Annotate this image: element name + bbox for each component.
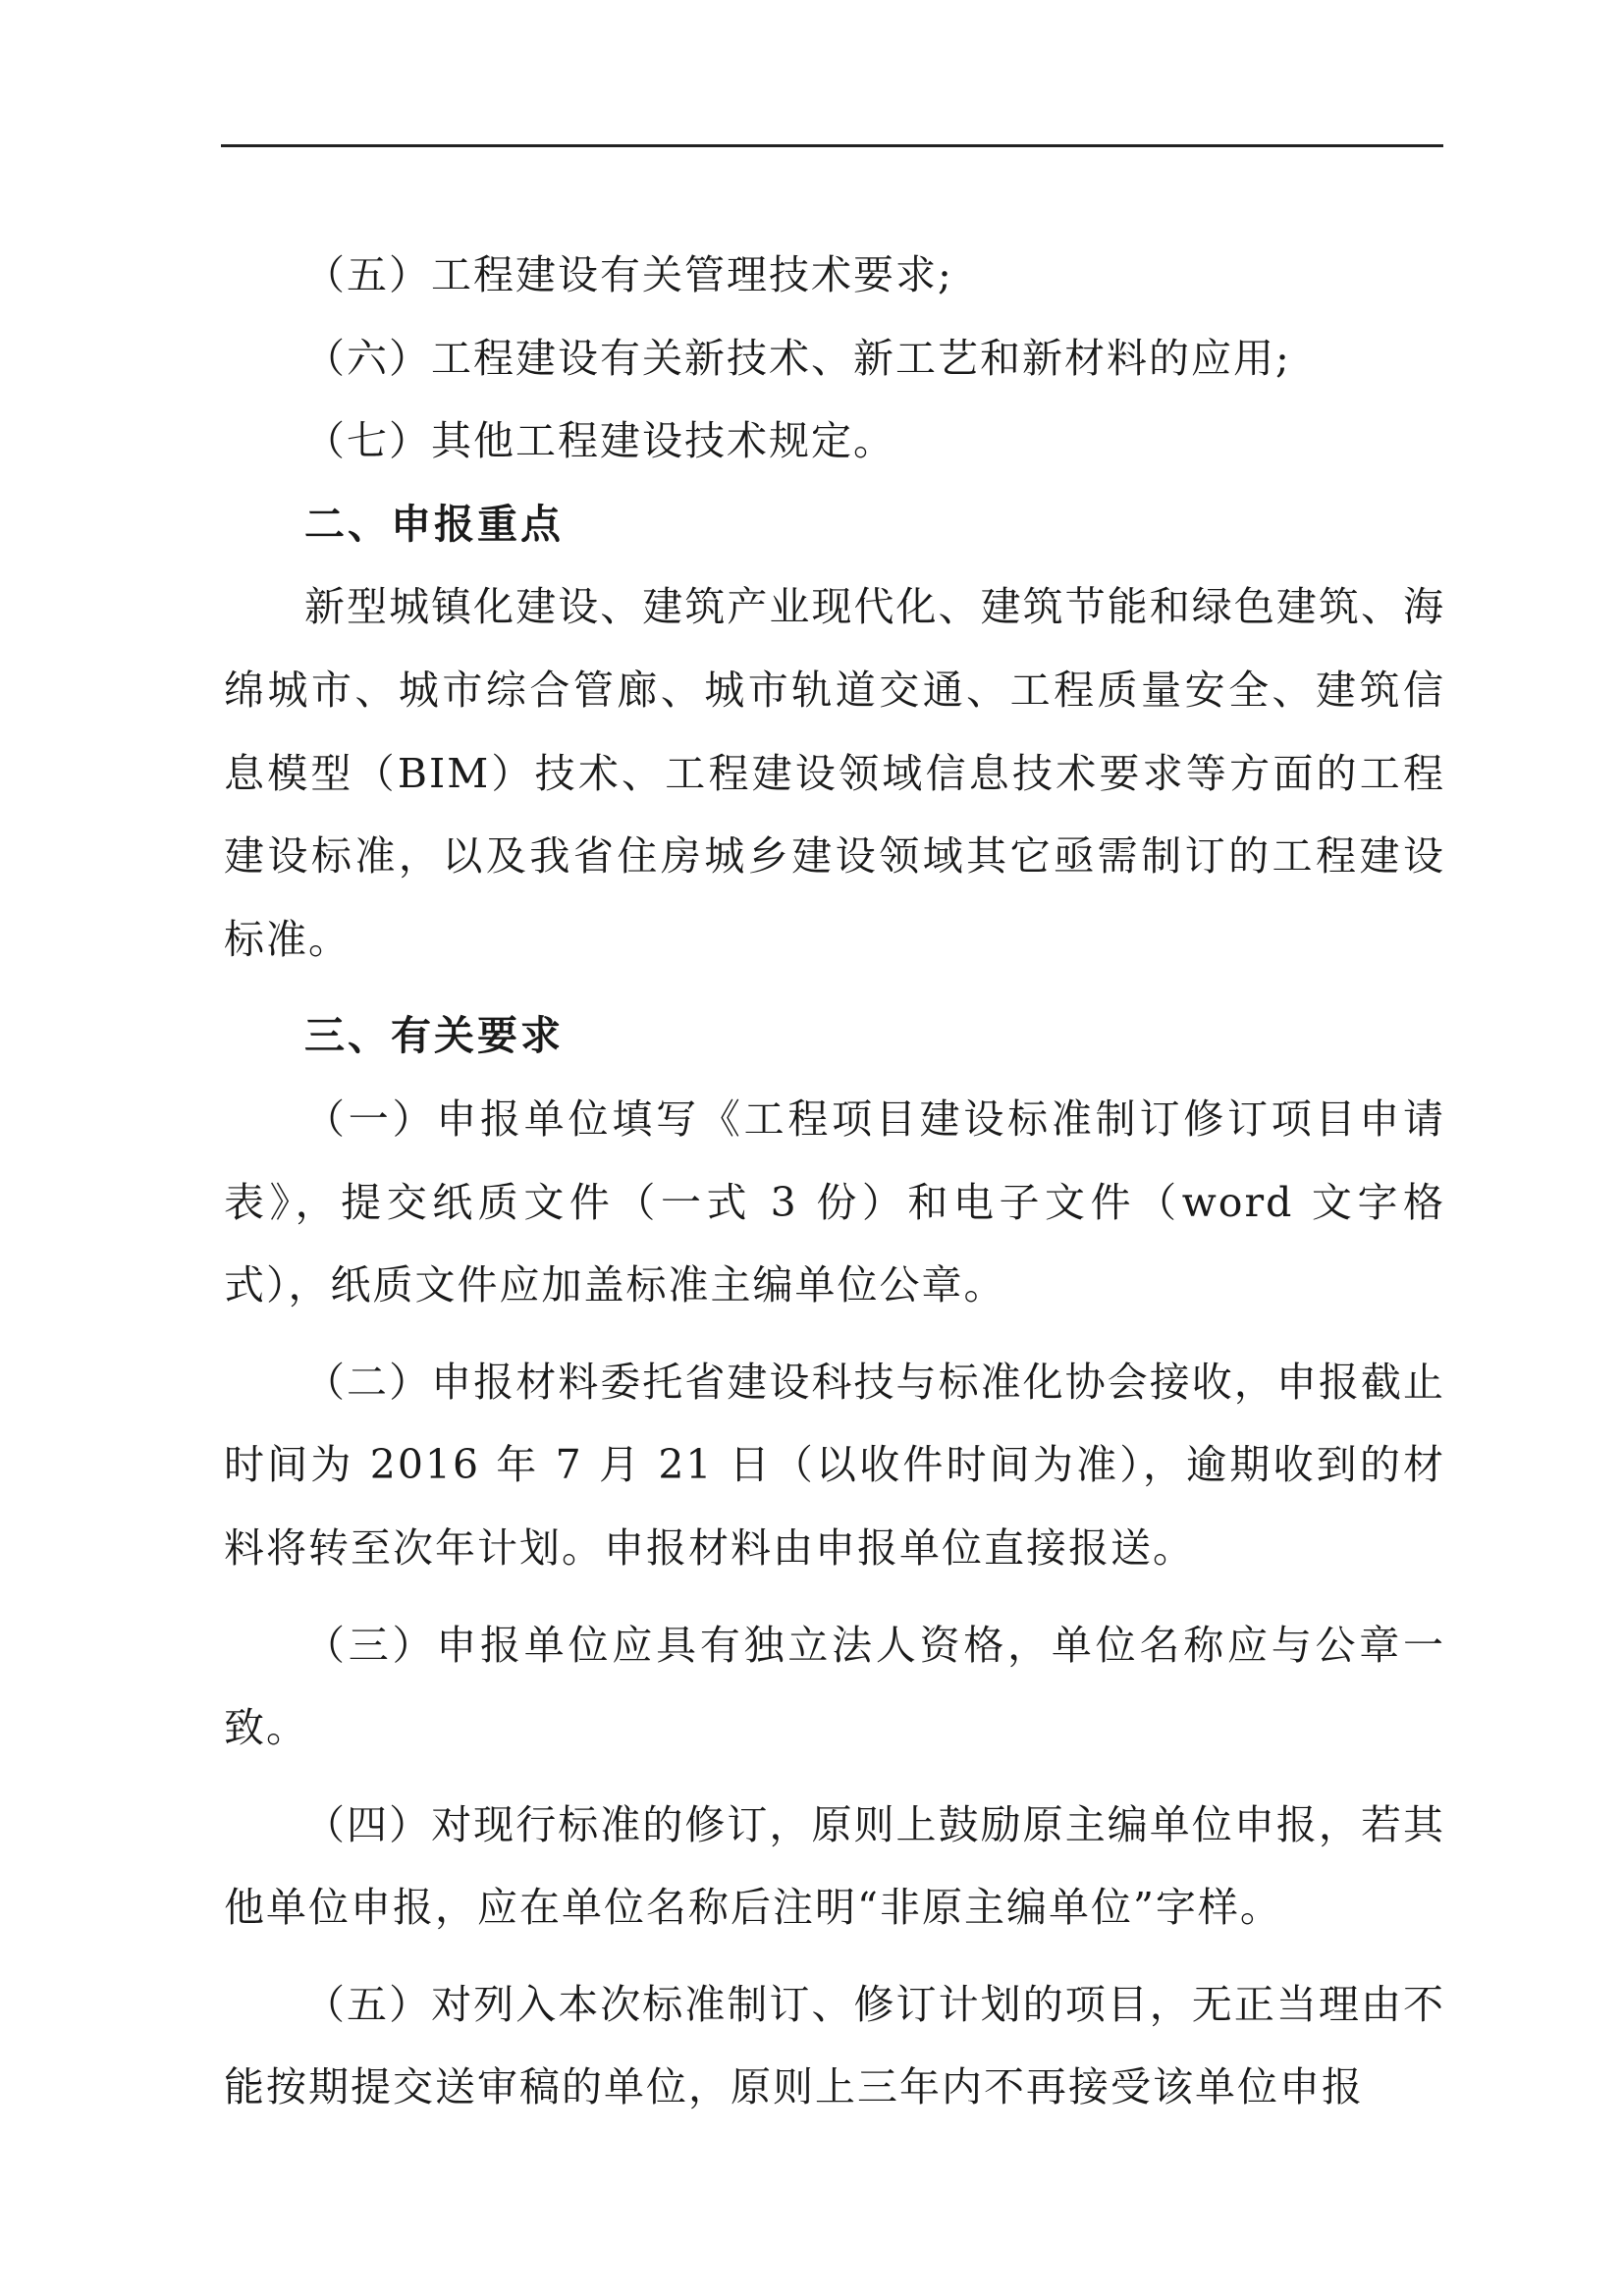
section-heading-requirements: 三、有关要求 xyxy=(304,1012,564,1060)
document-body xyxy=(224,234,1445,2129)
header-rule xyxy=(221,144,1443,147)
list-item-six: （六）工程建设有关新技术、新工艺和新材料的应用; xyxy=(304,334,1291,382)
requirement-three-paragraph: （三）申报单位应具有独立法人资格，单位名称应与公章一致。 xyxy=(224,1621,1445,1752)
application-focus-paragraph: 新型城镇化建设、建筑产业现代化、建筑节能和绿色建筑、海绵城市、城市综合管廊、城市轨道交通、工程质量安全、建筑信息模型（BIM）技术、工程建设领域信息技术要求等方面的工程建设标准，以及我省住房城乡建设领域其它亟需制订的工程建设标准。 xyxy=(224,583,1445,963)
list-item-five: （五）工程建设有关管理技术要求; xyxy=(304,251,953,298)
requirement-one-paragraph: （一）申报单位填写《工程项目建设标准制订修订项目申请表》，提交纸质文件（一式 3 份）和电子文件（word 文字格式），纸质文件应加盖标准主编单位公章。 xyxy=(224,1095,1445,1309)
list-item-seven: （七）其他工程建设技术规定。 xyxy=(304,417,895,465)
requirement-four-paragraph: （四）对现行标准的修订，原则上鼓励原主编单位申报，若其他单位申报，应在单位名称后注明“非原主编单位”字样。 xyxy=(224,1800,1445,1932)
section-heading-application-focus: 二、申报重点 xyxy=(304,500,564,548)
requirement-two-paragraph: （二）申报材料委托省建设科技与标准化协会接收，申报截止时间为 2016 年 7 月 21 日（以收件时间为准），逾期收到的材料将转至次年计划。申报材料由申报单位直接报送。 xyxy=(224,1358,1445,1572)
requirement-five-paragraph: （五）对列入本次标准制订、修订计划的项目，无正当理由不能按期提交送审稿的单位，原则上三年内不再接受该单位申报 xyxy=(224,1980,1445,2111)
